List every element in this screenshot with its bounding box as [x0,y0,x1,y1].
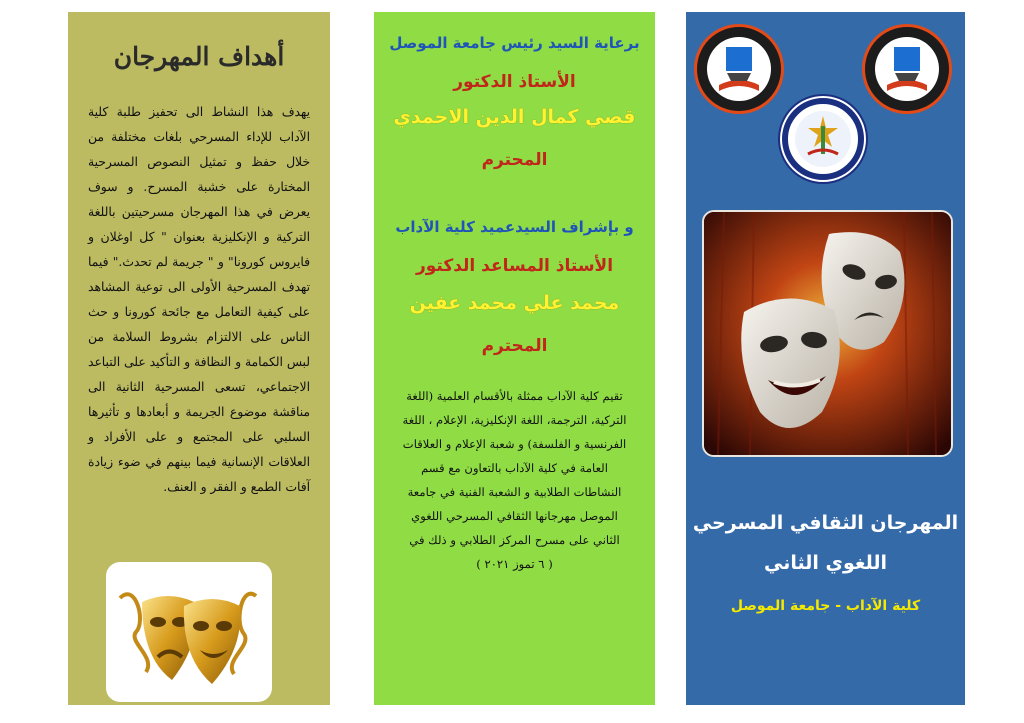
festival-title-line1: المهرجان الثقافي المسرحي [692,512,959,534]
patron-name: قصي كمال الدين الاحمدي [393,106,636,128]
university-logo-right [862,24,952,114]
goals-panel [68,12,330,705]
festival-description [400,384,629,576]
goals-body: يهدف هذا النشاط الى تحفيز طلبة كلية الآداب للإداء المسرحي بلغات مختلفة من خلال حفظ و تمثيل النصوص المسرحية المختارة على خشبة المسرح. و سوف يعرض في هذا المهرجان مسرحيتين باللغة التركية و الإنكليزية بعنوان " كل اوغلان و فايروس كورونا" و " جريمة لم تحدث." فيما تهدف المسرحية الأولى الى توعية المشاهد على كيفية التعامل مع جائحة كورونا و حث الناس على الالتزام بشروط السلامة من لبس الكمامة و النظافة و التأكيد على التباعد الاجتماعي، تسعى المسرحية الثانية الى مناقشة موضوع الجريمة و أبعادها و تأثيرها السلبي على المجتمع و على الأفراد و العلاقات الإنسانية فيما بينهم في ضوء زيادة آفات الطمع و الفقر و العنف. [88,105,310,494]
description-text: تقيم كلية الآداب ممثلة بالأقسام العلمية (اللغة التركية، الترجمة، اللغة الإنكليزية، الإعلام ، اللغة الفرنسية و الفلسفة) و شعبة الإعلام و العلاقات العامة في كلية الآداب بالتعاون مع قسم النشاطات الطلابية و الشعبة الفنية في جامعة الموصل مهرجانها الثقافي المسرحي اللغوي الثاني على مسرح المركز الطلابي و ذلك في [402,389,627,547]
patron-rank: الأستاذ الدكتور [453,72,576,92]
patron-line: برعاية السيد رئيس جامعة الموصل [389,34,640,52]
festival-subtitle: كلية الآداب - جامعة الموصل [730,598,921,614]
university-logo-left [694,24,784,114]
goals-title: أهداف المهرجان [113,42,285,71]
supervisor-rank: الأستاذ المساعد الدكتور [415,256,614,276]
gold-masks-image [106,562,272,702]
student-activities-logo [778,94,868,184]
supervisor-name: محمد علي محمد عفين [409,292,620,314]
festival-title-line2: اللغوي الثاني [764,552,887,574]
patron-honorific: المحترم [481,150,548,170]
theater-masks-photo [702,210,953,457]
cover-panel [686,12,965,705]
patronage-panel [374,12,655,705]
supervisor-line: و بإشراف السيدعميد كلية الآداب [395,218,634,236]
festival-date: ( ٦ تموز ٢٠٢١ ) [476,557,553,571]
supervisor-honorific: المحترم [481,336,548,356]
